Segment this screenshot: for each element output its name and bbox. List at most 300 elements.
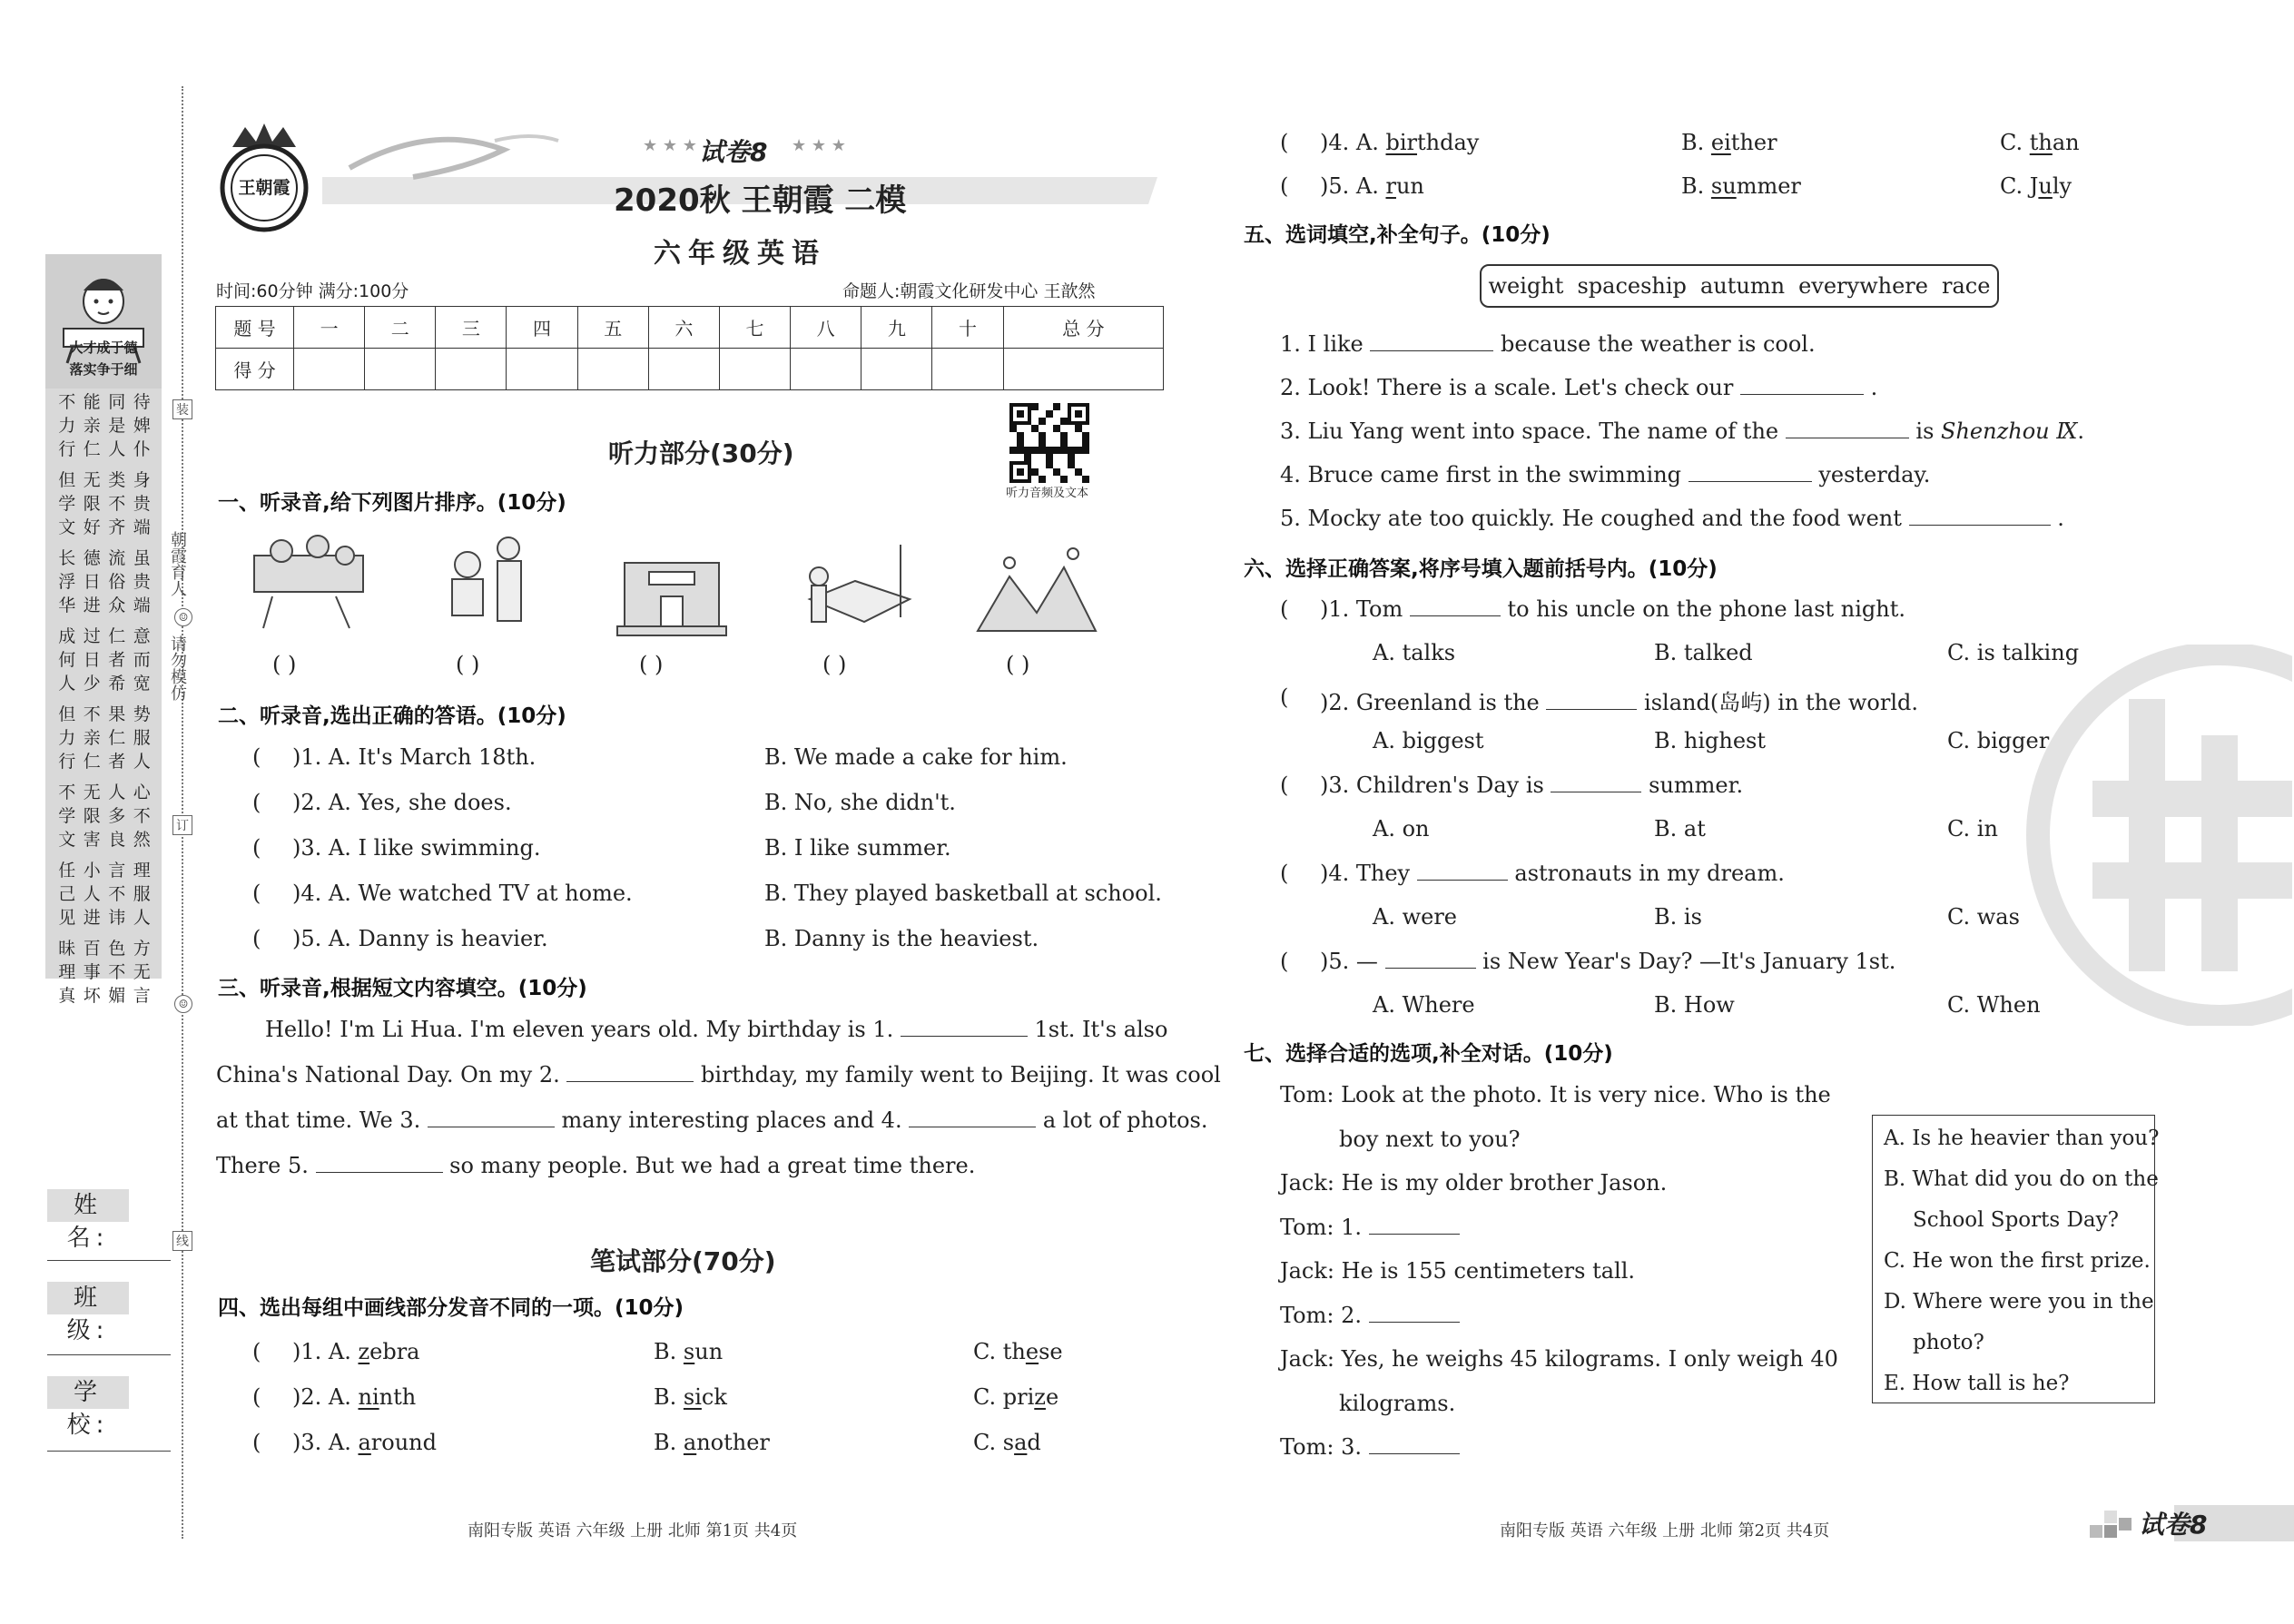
score-table-column-header: 总 分 [1003, 307, 1163, 349]
option-prefix: B. [1681, 130, 1711, 155]
option-c[interactable]: C. in [1947, 816, 1998, 842]
blank-2[interactable] [566, 1062, 694, 1082]
option-c[interactable]: C. was [1947, 904, 2020, 930]
score-table-column-header: 三 [436, 307, 507, 349]
motto-char: 文 [58, 517, 76, 537]
motto-char: 仁 [83, 439, 101, 459]
question-part: )4. They [1320, 861, 1411, 886]
answer-bracket[interactable]: ( [252, 790, 261, 815]
binding-mark-mid: 订 [172, 815, 192, 835]
option-b[interactable] [1681, 130, 1777, 155]
footer-page-1: 南阳专版 英语 六年级 上册 北师 第1页 共4页 [468, 1521, 798, 1540]
motto-char: 行 [58, 439, 76, 459]
dialogue-line [1280, 1082, 1831, 1107]
word-bank-item: autumn [1699, 273, 1786, 299]
motto-char: 仆 [133, 439, 151, 459]
dialogue-line [1339, 1391, 1455, 1416]
motto-char: 待 [133, 392, 151, 412]
motto-char: 言 [133, 986, 151, 1006]
binding-mark-bot: 线 [172, 1231, 192, 1251]
option-rest: nth [379, 1384, 417, 1410]
score-table-label: 得 分 [216, 349, 294, 390]
passage-line-2 [216, 1062, 1221, 1088]
motto-char: 日 [83, 650, 101, 670]
section-1-heading: 一、听录音,给下列图片排序。(10分) [218, 491, 566, 515]
word-bank [1480, 264, 1999, 308]
motto-char: 百 [83, 939, 101, 959]
blank-1[interactable] [901, 1017, 1028, 1037]
option-prefix: )4. A. [1320, 130, 1386, 155]
dialogue-options-box [1872, 1115, 2160, 1403]
binding-circle-2: ☺ [174, 995, 192, 1013]
option-prefix: )3. A. [292, 1430, 359, 1455]
underlined-part: bir [1385, 130, 1417, 155]
underlined-part: ni [358, 1384, 379, 1410]
option-prefix: )5. A. [1320, 173, 1386, 199]
answer-bracket[interactable]: ( [252, 744, 261, 770]
option-rest: ther [1730, 130, 1777, 155]
watermark-seal-icon [2020, 645, 2292, 1026]
motto-char: 不 [108, 494, 126, 514]
school-label: 学 校: [47, 1376, 129, 1409]
motto-gap [54, 773, 154, 781]
underlined-part: th [2029, 130, 2053, 155]
option-b[interactable] [654, 1384, 727, 1410]
option-b[interactable]: B. How [1654, 992, 1735, 1018]
motto-char: 见 [58, 908, 76, 928]
option-c[interactable] [2000, 130, 2080, 155]
option-prefix: C. s [973, 1430, 1015, 1455]
order-answer-bracket[interactable]: ( ) [639, 652, 664, 677]
option-b[interactable]: B. We made a cake for him. [764, 744, 1068, 770]
question-part: )3. Children's Day is [1320, 773, 1544, 798]
dialogue-line [1280, 1258, 1635, 1284]
motto-char: 但 [58, 704, 76, 724]
section-3-heading: 三、听录音,根据短文内容填空。(10分) [218, 977, 587, 1000]
option-rest: un [1395, 173, 1424, 199]
motto-char: 无 [133, 962, 151, 982]
underlined-part: z [1034, 1384, 1046, 1410]
option-a[interactable] [292, 1430, 437, 1455]
question-part: is New Year's Day? —It's January 1st. [1482, 949, 1896, 974]
answer-bracket[interactable]: ( [252, 1384, 261, 1410]
motto-char: 良 [108, 830, 126, 850]
option-b[interactable] [654, 1339, 723, 1364]
motto-char: 长 [58, 548, 76, 568]
answer-blank[interactable] [1786, 418, 1909, 438]
score-table-score-row [216, 349, 1164, 390]
passage-text: China's National Day. On my 2. [216, 1062, 560, 1088]
option-prefix: )2. A. [292, 1384, 359, 1410]
option-a[interactable]: )5. A. Danny is heavier. [292, 926, 548, 951]
footer-page-2: 南阳专版 英语 六年级 上册 北师 第2页 共4页 [1500, 1521, 1830, 1540]
qr-code-icon[interactable] [1009, 403, 1089, 483]
option-b[interactable] [654, 1430, 770, 1455]
answer-blank[interactable] [1417, 861, 1508, 881]
order-answer-bracket[interactable]: ( ) [272, 652, 297, 677]
fill-sentence [1280, 418, 2084, 444]
motto-char: 心 [133, 782, 151, 802]
motto-char: 人 [133, 908, 151, 928]
answer-bracket[interactable]: ( [1280, 861, 1289, 886]
score-table-column-header: 十 [932, 307, 1003, 349]
motto-char: 昧 [58, 939, 76, 959]
score-cell[interactable] [791, 349, 861, 390]
option-b[interactable]: B. highest [1654, 728, 1767, 753]
answer-bracket[interactable]: ( [252, 926, 261, 951]
option-b[interactable]: B. at [1654, 816, 1706, 842]
option-c[interactable]: C. bigger [1947, 728, 2050, 753]
stars-left: ★ ★ ★ [643, 136, 697, 155]
score-table-column-header: 七 [719, 307, 790, 349]
name-field[interactable] [47, 1260, 171, 1261]
option-rest: se [1039, 1339, 1063, 1364]
motto-char: 人 [108, 439, 126, 459]
blank-5[interactable] [316, 1153, 443, 1173]
option-rest: round [370, 1430, 437, 1455]
score-table-column-header: 一 [294, 307, 365, 349]
option-a[interactable]: A. on [1373, 816, 1430, 842]
section-5-heading: 五、选词填空,补全句子。(10分) [1244, 223, 1551, 247]
motto-char: 言 [108, 861, 126, 881]
exam-title: 2020秋 王朝霞 二模 [614, 182, 907, 219]
motto-char: 小 [83, 861, 101, 881]
question-text [1320, 684, 1918, 716]
word-bank-item: everywhere [1798, 273, 1928, 299]
option-c[interactable] [973, 1339, 1063, 1364]
answer-blank[interactable] [1385, 949, 1476, 969]
motto-char: 媚 [108, 986, 126, 1006]
answer-blank[interactable] [1551, 773, 1641, 792]
underlined-part: z [358, 1339, 370, 1364]
school-field[interactable] [47, 1451, 171, 1452]
option-rest: nother [696, 1430, 770, 1455]
motto-char: 德 [83, 548, 101, 568]
option-prefix: C. th [973, 1339, 1026, 1364]
option-c[interactable] [973, 1430, 1041, 1455]
option-b[interactable] [1681, 173, 1801, 199]
option-c[interactable] [973, 1384, 1058, 1410]
score-cell[interactable] [719, 349, 790, 390]
passage-text: a lot of photos. [1042, 1107, 1208, 1133]
binding-vertical-text-2: 请勿模仿 [168, 635, 187, 701]
written-title: 笔试部分(70分) [590, 1246, 776, 1276]
answer-bracket[interactable]: ( [1280, 949, 1289, 974]
dialogue-line [1280, 1303, 1460, 1328]
dialogue-blank[interactable] [1369, 1215, 1460, 1235]
option-a[interactable] [1320, 173, 1424, 199]
answer-blank[interactable] [1689, 462, 1812, 482]
score-cell[interactable] [436, 349, 507, 390]
order-answer-bracket[interactable]: ( ) [822, 652, 847, 677]
option-a[interactable]: )4. A. We watched TV at home. [292, 881, 633, 906]
passage-line-3 [216, 1107, 1207, 1133]
motto-char: 不 [58, 392, 76, 412]
score-cell[interactable] [861, 349, 932, 390]
motto-char: 仁 [83, 752, 101, 772]
motto-char: 宽 [133, 674, 151, 694]
underlined-part: r [1385, 173, 1396, 199]
option-b[interactable]: B. talked [1654, 640, 1753, 665]
underlined-part: su [1710, 173, 1737, 199]
dialogue-text: Tom: 2. [1280, 1302, 1362, 1328]
motto-char: 流 [108, 548, 126, 568]
stars-right: ★ ★ ★ [792, 136, 846, 155]
dialogue-option: School Sports Day? [1913, 1208, 2119, 1232]
qr-caption: 听力音频及文本 [1006, 487, 1089, 500]
sentence-italic: Shenzhou Ⅸ [1941, 418, 2078, 444]
motto-gap [54, 539, 154, 546]
score-cell[interactable] [1003, 349, 1163, 390]
option-b[interactable]: B. No, she didn't. [764, 790, 956, 815]
fill-sentence [1280, 462, 1930, 487]
option-a[interactable] [292, 1384, 416, 1410]
motto-char: 不 [108, 962, 126, 982]
underlined-part: s [683, 1339, 695, 1364]
question-text [1320, 596, 1905, 622]
motto-char: 服 [133, 728, 151, 748]
dialogue-option: photo? [1913, 1331, 1984, 1354]
motto-char: 行 [58, 752, 76, 772]
option-rest: d [1027, 1430, 1041, 1455]
motto-char: 任 [58, 861, 76, 881]
sentence-text: because the weather is cool. [1501, 331, 1816, 357]
score-cell[interactable] [365, 349, 436, 390]
class-field[interactable] [47, 1354, 171, 1355]
question-part: to his uncle on the phone last night. [1507, 596, 1906, 622]
motto-char: 过 [83, 626, 101, 646]
underlined-part: si [683, 1384, 702, 1410]
option-a[interactable] [292, 1339, 420, 1364]
motto-char: 是 [108, 416, 126, 436]
option-c[interactable]: C. is talking [1947, 640, 2080, 665]
dialogue-line [1280, 1170, 1667, 1196]
section-4-heading: 四、选出每组中画线部分发音不同的一项。(10分) [218, 1296, 684, 1320]
answer-bracket[interactable]: ( [1280, 773, 1289, 798]
answer-bracket[interactable]: ( [1280, 596, 1289, 622]
dialogue-text: boy next to you? [1339, 1126, 1521, 1152]
motto-grid [54, 390, 154, 1008]
option-prefix: B. [654, 1430, 684, 1455]
option-a[interactable]: )1. A. It's March 18th. [292, 744, 537, 770]
dialogue-text: Jack: Yes, he weighs 45 kilograms. I only weigh 40 [1280, 1346, 1838, 1372]
logo [214, 120, 314, 233]
answer-blank[interactable] [1410, 596, 1501, 616]
answer-blank[interactable] [1546, 690, 1637, 710]
motto-char: 身 [133, 470, 151, 490]
answer-blank[interactable] [1909, 506, 2051, 526]
motto-char: 进 [83, 908, 101, 928]
motto-char: 事 [83, 962, 101, 982]
sentence-text: 4. Bruce came first in the swimming [1280, 462, 1682, 487]
exam-subject: 六年级英语 [654, 238, 826, 270]
question-text [1320, 773, 1743, 798]
dialogue-text: Tom: 1. [1280, 1214, 1362, 1240]
passage-text: 1st. It's also [1034, 1017, 1168, 1042]
blank-4[interactable] [909, 1107, 1036, 1127]
motto-char: 亲 [83, 416, 101, 436]
motto-char: 日 [83, 572, 101, 592]
motto-char: 好 [83, 517, 101, 537]
motto-char: 理 [133, 861, 151, 881]
exam-author: 命题人:朝霞文化研发中心 王歆然 [842, 281, 1096, 301]
slogan-2: 落实争于细 [69, 361, 138, 378]
question-part: astronauts in my dream. [1514, 861, 1785, 886]
motto-char: 方 [133, 939, 151, 959]
word-bank-item: race [1942, 273, 1991, 299]
motto-char: 仁 [108, 626, 126, 646]
fill-sentence [1280, 506, 2064, 531]
passage-line-4 [216, 1153, 975, 1178]
option-a[interactable]: )3. A. I like swimming. [292, 835, 541, 861]
passage-text: birthday, my family went to Beijing. It was cool [701, 1062, 1221, 1088]
dialogue-blank[interactable] [1369, 1434, 1460, 1454]
option-rest: ly [2052, 173, 2072, 199]
score-cell[interactable] [932, 349, 1003, 390]
option-c[interactable] [2000, 173, 2072, 199]
sentence-text: . [2057, 506, 2064, 531]
motto-char: 限 [83, 806, 101, 826]
option-a[interactable]: A. were [1373, 904, 1458, 930]
motto-char: 齐 [108, 517, 126, 537]
dialogue-text: Tom: Look at the photo. It is very nice. Who is the [1280, 1082, 1831, 1107]
answer-bracket[interactable]: ( [1280, 684, 1289, 710]
answer-bracket[interactable]: ( [252, 1339, 261, 1364]
motto-char: 贵 [133, 494, 151, 514]
motto-char: 力 [58, 728, 76, 748]
score-table-header-row [216, 307, 1164, 349]
score-table-column-header: 八 [791, 307, 861, 349]
motto-gap [54, 695, 154, 703]
section-6-heading: 六、选择正确答案,将序号填入题前括号内。(10分) [1244, 557, 1718, 581]
sentence-text: is [1915, 418, 1935, 444]
motto-char: 端 [133, 517, 151, 537]
motto-char: 学 [58, 494, 76, 514]
motto-char: 色 [108, 939, 126, 959]
passage-text: so many people. But we had a great time there. [449, 1153, 976, 1178]
motto-char: 服 [133, 884, 151, 904]
blank-3[interactable] [428, 1107, 555, 1127]
name-label: 姓 名: [47, 1189, 129, 1222]
score-cell[interactable] [577, 349, 648, 390]
passage-text: Hello! I'm Li Hua. I'm eleven years old. My birthday is 1. [265, 1017, 894, 1042]
motto-char: 多 [108, 806, 126, 826]
option-b[interactable]: B. Danny is the heaviest. [764, 926, 1039, 951]
motto-char: 讳 [108, 908, 126, 928]
motto-char: 不 [58, 782, 76, 802]
answer-blank[interactable] [1740, 375, 1864, 395]
option-c[interactable]: C. When [1947, 992, 2041, 1018]
sentence-text: . [1870, 375, 1878, 400]
option-prefix: C. [2000, 130, 2030, 155]
score-table-column-header: 四 [507, 307, 577, 349]
option-b[interactable]: B. is [1654, 904, 1702, 930]
dialogue-blank[interactable] [1369, 1303, 1460, 1323]
order-answer-bracket[interactable]: ( ) [456, 652, 480, 677]
dialogue-option: D. Where were you in the [1884, 1290, 2154, 1314]
question-text [1320, 861, 1785, 886]
motto-char: 俗 [108, 572, 126, 592]
slogan-1: 大才成于德 [69, 340, 138, 356]
dialogue-option: C. He won the first prize. [1884, 1249, 2151, 1273]
motto-char: 不 [133, 806, 151, 826]
underlined-part: a [358, 1430, 371, 1455]
binding-vertical-text-1: 朝霞育人 [168, 531, 187, 596]
motto-char: 类 [108, 470, 126, 490]
option-rest: mmer [1736, 173, 1801, 199]
option-a[interactable]: A. biggest [1373, 728, 1484, 753]
option-a[interactable]: A. talks [1373, 640, 1456, 665]
option-rest: thday [1417, 130, 1480, 155]
score-cell[interactable] [294, 349, 365, 390]
motto-char: 人 [58, 674, 76, 694]
dialogue-text: kilograms. [1339, 1390, 1456, 1416]
class-label: 班 级: [47, 1282, 129, 1314]
answer-bracket[interactable]: ( [252, 1430, 261, 1455]
dialogue-option: E. How tall is he? [1884, 1372, 2070, 1395]
option-b[interactable]: B. I like summer. [764, 835, 951, 861]
score-table-column-header: 六 [648, 307, 719, 349]
answer-blank[interactable] [1370, 331, 1493, 351]
option-a[interactable]: )2. A. Yes, she does. [292, 790, 512, 815]
sentence-text: . [2077, 418, 2085, 444]
underlined-part: u [2038, 173, 2053, 199]
underlined-part: a [683, 1430, 697, 1455]
word-bank-item: weight [1488, 273, 1564, 299]
motto-char: 仁 [108, 728, 126, 748]
option-a[interactable] [1320, 130, 1479, 155]
motto-char: 端 [133, 595, 151, 615]
fill-sentence [1280, 331, 1816, 357]
option-b[interactable]: B. They played basketball at school. [764, 881, 1162, 906]
motto-char: 能 [83, 392, 101, 412]
question-part: summer. [1649, 773, 1744, 798]
question-text [1320, 949, 1895, 974]
answer-bracket[interactable]: ( [252, 881, 261, 906]
motto-char: 害 [83, 830, 101, 850]
passage-line-1 [265, 1017, 1167, 1042]
section-7-heading: 七、选择合适的选项,补全对话。(10分) [1244, 1042, 1613, 1066]
motto-char: 无 [83, 470, 101, 490]
motto-gap [54, 851, 154, 859]
sentence-text: 5. Mocky ate too quickly. He coughed and the food went [1280, 506, 1902, 531]
motto-char: 人 [108, 782, 126, 802]
score-table [215, 306, 1164, 390]
answer-bracket[interactable]: ( [252, 835, 261, 861]
sentence-text: 2. Look! There is a scale. Let's check our [1280, 375, 1734, 400]
option-rest: un [694, 1339, 724, 1364]
listening-title: 听力部分(30分) [608, 438, 794, 468]
score-table-column-header: 九 [861, 307, 932, 349]
paper-number: 试卷8 [699, 137, 768, 167]
motto-char: 亲 [83, 728, 101, 748]
motto-char: 人 [133, 752, 151, 772]
motto-char: 坏 [83, 986, 101, 1006]
motto-char: 者 [108, 650, 126, 670]
option-prefix: C. J [2000, 173, 2039, 199]
binding-mark-top: 装 [172, 399, 192, 419]
dialogue-text: Tom: 3. [1280, 1434, 1362, 1460]
score-cell[interactable] [507, 349, 577, 390]
order-answer-bracket[interactable]: ( ) [1006, 652, 1030, 677]
motto-char: 华 [58, 595, 76, 615]
score-cell[interactable] [648, 349, 719, 390]
word-bank-item: spaceship [1577, 273, 1687, 299]
motto-char: 不 [83, 704, 101, 724]
answer-bracket[interactable]: ( [1280, 173, 1289, 199]
option-a[interactable]: A. Where [1373, 992, 1475, 1018]
answer-bracket[interactable]: ( [1280, 130, 1289, 155]
